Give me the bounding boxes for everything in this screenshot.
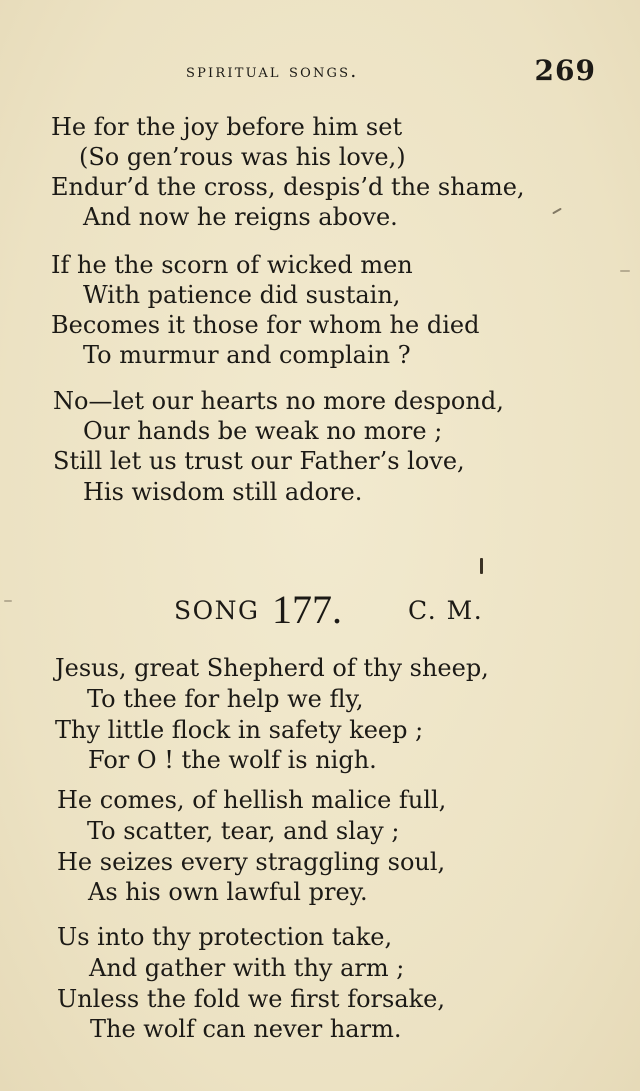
running-head [0, 54, 640, 88]
ink-speck [4, 600, 12, 602]
verse-line: And now he reigns above. [83, 203, 398, 231]
verse-line: Our hands be weak no more ; [83, 417, 443, 445]
verse-line: To scatter, tear, and slay ; [87, 817, 400, 845]
verse-line: The wolf can never harm. [90, 1015, 402, 1043]
verse-line: Endur’d the cross, despis’d the shame, [51, 173, 525, 201]
verse-line: Jesus, great Shepherd of thy sheep, [55, 654, 489, 682]
running-head-title: spiritual songs. [186, 60, 359, 82]
verse-line: To thee for help we fly, [87, 685, 364, 713]
verse-line: Thy little flock in safety keep ; [55, 716, 424, 744]
verse-line: He for the joy before him set [51, 113, 403, 141]
verse-line: He comes, of hellish malice full, [57, 786, 447, 814]
verse-line: His wisdom still adore. [83, 478, 363, 506]
verse-line: And gather with thy arm ; [89, 954, 405, 982]
ink-speck [480, 558, 483, 574]
ink-speck [552, 208, 562, 215]
song-number: 177. [272, 587, 342, 632]
verse-line: Unless the fold we first forsake, [57, 985, 446, 1013]
verse-line: Becomes it those for whom he died [51, 311, 480, 339]
song-meter: C. M. [408, 596, 484, 625]
verse-line: If he the scorn of wicked men [51, 251, 413, 279]
song-label: SONG [174, 596, 260, 625]
verse-line: Still let us trust our Father’s love, [53, 447, 465, 475]
page-number: 269 [534, 54, 596, 87]
verse-line: As his own lawful prey. [88, 878, 368, 906]
verse-line: No—let our hearts no more despond, [53, 387, 504, 415]
song-header [0, 586, 640, 636]
verse-line: To murmur and complain ? [83, 341, 411, 369]
verse-line: For O ! the wolf is nigh. [88, 746, 377, 774]
verse-line: With patience did sustain, [83, 281, 401, 309]
ink-speck [620, 270, 630, 272]
verse-line: Us into thy protection take, [57, 923, 393, 951]
verse-line: He seizes every straggling soul, [57, 848, 446, 876]
verse-line: (So gen’rous was his love,) [79, 143, 406, 171]
